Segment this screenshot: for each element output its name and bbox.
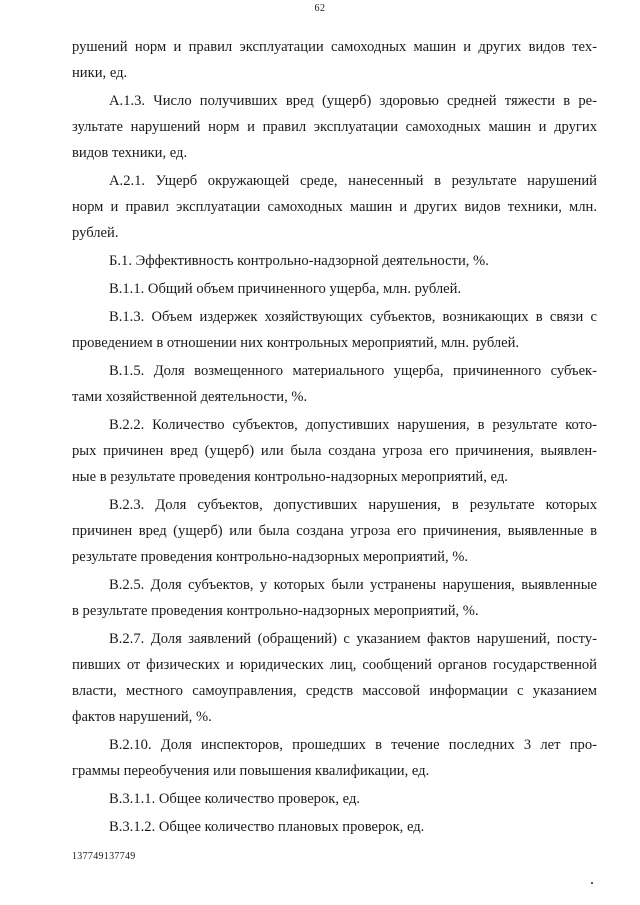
scan-mark <box>591 882 593 884</box>
paragraph-line: А.1.3. Число получивших вред (ущерб) здоровью средней тяжести в ре- <box>109 93 597 109</box>
paragraph-line: видов техники, ед. <box>72 145 188 161</box>
paragraph <box>72 88 597 166</box>
paragraph-line: В.1.1. Общий объем причиненного ущерба, млн. рублей. <box>109 281 462 297</box>
paragraph-line: результате проведения контрольно-надзорных мероприятий, %. <box>72 549 469 565</box>
paragraph-line: В.2.5. Доля субъектов, у которых были устранены нарушения, выявленные <box>109 577 597 593</box>
paragraph-line: ные в результате проведения контрольно-надзорных мероприятий, ед. <box>72 469 508 485</box>
paragraph-line: зультате нарушений норм и правил эксплуатации самоходных машин и других <box>72 119 597 135</box>
paragraph-line: ники, ед. <box>72 65 128 81</box>
document-footer-code: 137749137749 <box>72 851 136 862</box>
paragraph <box>72 304 597 356</box>
document-body <box>72 34 597 842</box>
paragraph-line: власти, местного самоуправления, средств массовой информации с указанием <box>72 683 597 699</box>
paragraph-line: рых причинен вред (ущерб) или была создана угроза его причинения, выявлен- <box>72 443 597 459</box>
paragraph-line: причинен вред (ущерб) или была создана угроза его причинения, выявленные в <box>72 523 597 539</box>
paragraph <box>72 168 597 246</box>
paragraph-line: В.1.5. Доля возмещенного материального ущерба, причиненного субъек- <box>109 363 597 379</box>
paragraph-line: В.2.3. Доля субъектов, допустивших нарушения, в результате которых <box>109 497 597 513</box>
paragraph-line: рублей. <box>72 225 119 241</box>
paragraph-line: рушений норм и правил эксплуатации самоходных машин и других видов тех- <box>72 39 597 55</box>
paragraph-line: А.2.1. Ущерб окружающей среде, нанесенный в результате нарушений <box>109 173 597 189</box>
paragraph-line: тами хозяйственной деятельности, %. <box>72 389 308 405</box>
paragraph <box>72 248 597 274</box>
paragraph-line: в результате проведения контрольно-надзорных мероприятий, %. <box>72 603 479 619</box>
paragraph <box>72 626 597 730</box>
paragraph <box>72 786 597 812</box>
paragraph <box>72 492 597 570</box>
paragraph <box>72 572 597 624</box>
paragraph-line: В.3.1.1. Общее количество проверок, ед. <box>109 791 361 807</box>
paragraph-spacer <box>72 840 597 842</box>
paragraph-line: В.2.7. Доля заявлений (обращений) с указанием фактов нарушений, посту- <box>109 631 597 647</box>
paragraph <box>72 814 597 840</box>
paragraph-line: Б.1. Эффективность контрольно-надзорной деятельности, %. <box>109 253 489 269</box>
paragraph-line: В.2.10. Доля инспекторов, прошедших в течение последних 3 лет про- <box>109 737 597 753</box>
paragraph <box>72 412 597 490</box>
paragraph-line: В.3.1.2. Общее количество плановых проверок, ед. <box>109 819 425 835</box>
paragraph <box>72 732 597 784</box>
paragraph <box>72 358 597 410</box>
page-number: 62 <box>314 3 326 14</box>
paragraph-line: фактов нарушений, %. <box>72 709 212 725</box>
paragraph <box>72 276 597 302</box>
paragraph-line: пивших от физических и юридических лиц, сообщений органов государственной <box>72 657 597 673</box>
paragraph-line: норм и правил эксплуатации самоходных машин и других видов техники, млн. <box>72 199 597 215</box>
paragraph-line: проведением в отношении них контрольных мероприятий, млн. рублей. <box>72 335 520 351</box>
paragraph-line: В.2.2. Количество субъектов, допустивших нарушения, в результате кото- <box>109 417 597 433</box>
paragraph <box>72 34 597 86</box>
paragraph-line: граммы переобучения или повышения квалификации, ед. <box>72 763 430 779</box>
paragraph-line: В.1.3. Объем издержек хозяйствующих субъектов, возникающих в связи с <box>109 309 597 325</box>
